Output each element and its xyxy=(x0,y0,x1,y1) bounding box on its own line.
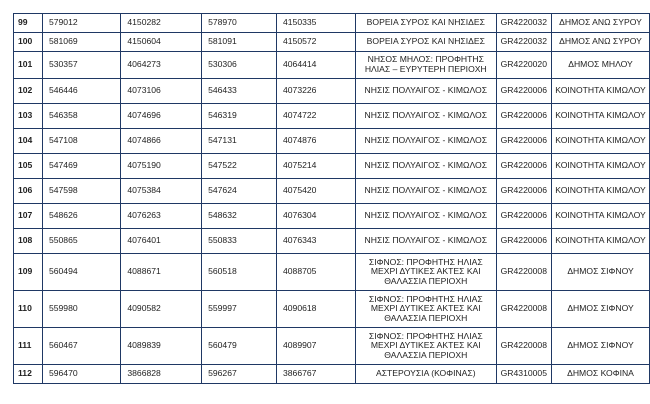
site-code: GR4310005 xyxy=(496,365,551,384)
y-coordinate-end: 4088705 xyxy=(276,254,355,291)
table-row xyxy=(14,79,650,104)
y-coordinate-end: 4150572 xyxy=(276,33,355,52)
site-code: GR4220008 xyxy=(496,328,551,365)
municipality-name: ΚΟΙΝΟΤΗΤΑ ΚΙΜΩΛΟΥ xyxy=(552,79,650,104)
site-code: GR4220008 xyxy=(496,291,551,328)
table-row xyxy=(14,328,650,365)
y-coordinate-start: 3866828 xyxy=(121,365,202,384)
row-number: 105 xyxy=(14,154,43,179)
area-name: ΝΗΣΙΣ ΠΟΛΥΑΙΓΟΣ - ΚΙΜΩΛΟΣ xyxy=(355,154,496,179)
x-coordinate-end: 581091 xyxy=(202,33,277,52)
y-coordinate-start: 4150604 xyxy=(121,33,202,52)
y-coordinate-start: 4076401 xyxy=(121,229,202,254)
y-coordinate-start: 4064273 xyxy=(121,52,202,79)
site-code: GR4220020 xyxy=(496,52,551,79)
table-row xyxy=(14,33,650,52)
y-coordinate-start: 4089839 xyxy=(121,328,202,365)
y-coordinate-start: 4075384 xyxy=(121,179,202,204)
municipality-name: ΔΗΜΟΣ ΜΗΛΟΥ xyxy=(552,52,650,79)
area-name: ΝΗΣΙΣ ΠΟΛΥΑΙΓΟΣ - ΚΙΜΩΛΟΣ xyxy=(355,229,496,254)
y-coordinate-start: 4088671 xyxy=(121,254,202,291)
x-coordinate-start: 560467 xyxy=(42,328,120,365)
municipality-name: ΚΟΙΝΟΤΗΤΑ ΚΙΜΩΛΟΥ xyxy=(552,129,650,154)
x-coordinate-end: 546319 xyxy=(202,104,277,129)
x-coordinate-end: 546433 xyxy=(202,79,277,104)
x-coordinate-end: 596267 xyxy=(202,365,277,384)
municipality-name: ΔΗΜΟΣ ΣΙΦΝΟΥ xyxy=(552,291,650,328)
row-number: 103 xyxy=(14,104,43,129)
coordinates-table xyxy=(13,13,650,384)
site-code: GR4220008 xyxy=(496,254,551,291)
table-row xyxy=(14,254,650,291)
y-coordinate-start: 4090582 xyxy=(121,291,202,328)
area-name: ΣΙΦΝΟΣ: ΠΡΟΦΗΤΗΣ ΗΛΙΑΣ ΜΕΧΡΙ ΔΥΤΙΚΕΣ ΑΚΤΕΣ ΚΑΙ ΘΑΛΑΣΣΙΑ ΠΕΡΙΟΧΗ xyxy=(355,291,496,328)
area-name: ΝΗΣΙΣ ΠΟΛΥΑΙΓΟΣ - ΚΙΜΩΛΟΣ xyxy=(355,204,496,229)
x-coordinate-end: 560518 xyxy=(202,254,277,291)
x-coordinate-end: 548632 xyxy=(202,204,277,229)
y-coordinate-end: 4073226 xyxy=(276,79,355,104)
x-coordinate-start: 548626 xyxy=(42,204,120,229)
table-row xyxy=(14,229,650,254)
municipality-name: ΔΗΜΟΣ ΣΙΦΝΟΥ xyxy=(552,254,650,291)
site-code: GR4220006 xyxy=(496,154,551,179)
table-row xyxy=(14,204,650,229)
y-coordinate-end: 4089907 xyxy=(276,328,355,365)
x-coordinate-start: 550865 xyxy=(42,229,120,254)
municipality-name: ΔΗΜΟΣ ΚΟΦΙΝΑ xyxy=(552,365,650,384)
y-coordinate-end: 4076343 xyxy=(276,229,355,254)
y-coordinate-end: 4075214 xyxy=(276,154,355,179)
x-coordinate-end: 550833 xyxy=(202,229,277,254)
y-coordinate-end: 4074722 xyxy=(276,104,355,129)
x-coordinate-end: 559997 xyxy=(202,291,277,328)
x-coordinate-start: 560494 xyxy=(42,254,120,291)
row-number: 112 xyxy=(14,365,43,384)
table-row xyxy=(14,14,650,33)
site-code: GR4220006 xyxy=(496,179,551,204)
table-row xyxy=(14,154,650,179)
table-row xyxy=(14,365,650,384)
municipality-name: ΚΟΙΝΟΤΗΤΑ ΚΙΜΩΛΟΥ xyxy=(552,154,650,179)
x-coordinate-start: 547108 xyxy=(42,129,120,154)
row-number: 109 xyxy=(14,254,43,291)
area-name: ΒΟΡΕΙΑ ΣΥΡΟΣ ΚΑΙ ΝΗΣΙΔΕΣ xyxy=(355,14,496,33)
x-coordinate-start: 530357 xyxy=(42,52,120,79)
x-coordinate-end: 530306 xyxy=(202,52,277,79)
municipality-name: ΚΟΙΝΟΤΗΤΑ ΚΙΜΩΛΟΥ xyxy=(552,179,650,204)
y-coordinate-start: 4074696 xyxy=(121,104,202,129)
row-number: 104 xyxy=(14,129,43,154)
site-code: GR4220006 xyxy=(496,79,551,104)
x-coordinate-end: 547522 xyxy=(202,154,277,179)
municipality-name: ΔΗΜΟΣ ΑΝΩ ΣΥΡΟΥ xyxy=(552,14,650,33)
x-coordinate-end: 547624 xyxy=(202,179,277,204)
area-name: ΝΗΣΟΣ ΜΗΛΟΣ: ΠΡΟΦΗΤΗΣ ΗΛΙΑΣ – ΕΥΡΥΤΕΡΗ ΠΕΡΙΟΧΗ xyxy=(355,52,496,79)
y-coordinate-end: 4076304 xyxy=(276,204,355,229)
municipality-name: ΔΗΜΟΣ ΣΙΦΝΟΥ xyxy=(552,328,650,365)
x-coordinate-start: 559980 xyxy=(42,291,120,328)
y-coordinate-start: 4076263 xyxy=(121,204,202,229)
table-row xyxy=(14,179,650,204)
area-name: ΝΗΣΙΣ ΠΟΛΥΑΙΓΟΣ - ΚΙΜΩΛΟΣ xyxy=(355,104,496,129)
y-coordinate-start: 4150282 xyxy=(121,14,202,33)
table-row xyxy=(14,104,650,129)
y-coordinate-end: 3866767 xyxy=(276,365,355,384)
row-number: 110 xyxy=(14,291,43,328)
row-number: 106 xyxy=(14,179,43,204)
row-number: 102 xyxy=(14,79,43,104)
x-coordinate-end: 560479 xyxy=(202,328,277,365)
x-coordinate-end: 578970 xyxy=(202,14,277,33)
x-coordinate-start: 581069 xyxy=(42,33,120,52)
municipality-name: ΚΟΙΝΟΤΗΤΑ ΚΙΜΩΛΟΥ xyxy=(552,204,650,229)
x-coordinate-start: 546446 xyxy=(42,79,120,104)
y-coordinate-end: 4090618 xyxy=(276,291,355,328)
row-number: 99 xyxy=(14,14,43,33)
municipality-name: ΚΟΙΝΟΤΗΤΑ ΚΙΜΩΛΟΥ xyxy=(552,229,650,254)
y-coordinate-end: 4074876 xyxy=(276,129,355,154)
table-row xyxy=(14,52,650,79)
site-code: GR4220032 xyxy=(496,33,551,52)
x-coordinate-start: 546358 xyxy=(42,104,120,129)
area-name: ΒΟΡΕΙΑ ΣΥΡΟΣ ΚΑΙ ΝΗΣΙΔΕΣ xyxy=(355,33,496,52)
municipality-name: ΔΗΜΟΣ ΑΝΩ ΣΥΡΟΥ xyxy=(552,33,650,52)
y-coordinate-end: 4075420 xyxy=(276,179,355,204)
y-coordinate-end: 4064414 xyxy=(276,52,355,79)
y-coordinate-start: 4074866 xyxy=(121,129,202,154)
area-name: ΝΗΣΙΣ ΠΟΛΥΑΙΓΟΣ - ΚΙΜΩΛΟΣ xyxy=(355,129,496,154)
area-name: ΣΙΦΝΟΣ: ΠΡΟΦΗΤΗΣ ΗΛΙΑΣ ΜΕΧΡΙ ΔΥΤΙΚΕΣ ΑΚΤΕΣ ΚΑΙ ΘΑΛΑΣΣΙΑ ΠΕΡΙΟΧΗ xyxy=(355,328,496,365)
y-coordinate-start: 4075190 xyxy=(121,154,202,179)
area-name: ΝΗΣΙΣ ΠΟΛΥΑΙΓΟΣ - ΚΙΜΩΛΟΣ xyxy=(355,79,496,104)
row-number: 101 xyxy=(14,52,43,79)
area-name: ΑΣΤΕΡΟΥΣΙΑ (ΚΟΦΙΝΑΣ) xyxy=(355,365,496,384)
site-code: GR4220006 xyxy=(496,204,551,229)
x-coordinate-end: 547131 xyxy=(202,129,277,154)
site-code: GR4220006 xyxy=(496,129,551,154)
x-coordinate-start: 547469 xyxy=(42,154,120,179)
row-number: 100 xyxy=(14,33,43,52)
site-code: GR4220032 xyxy=(496,14,551,33)
site-code: GR4220006 xyxy=(496,104,551,129)
row-number: 111 xyxy=(14,328,43,365)
table-row xyxy=(14,129,650,154)
y-coordinate-end: 4150335 xyxy=(276,14,355,33)
x-coordinate-start: 579012 xyxy=(42,14,120,33)
site-code: GR4220006 xyxy=(496,229,551,254)
area-name: ΣΙΦΝΟΣ: ΠΡΟΦΗΤΗΣ ΗΛΙΑΣ ΜΕΧΡΙ ΔΥΤΙΚΕΣ ΑΚΤΕΣ ΚΑΙ ΘΑΛΑΣΣΙΑ ΠΕΡΙΟΧΗ xyxy=(355,254,496,291)
x-coordinate-start: 547598 xyxy=(42,179,120,204)
x-coordinate-start: 596470 xyxy=(42,365,120,384)
area-name: ΝΗΣΙΣ ΠΟΛΥΑΙΓΟΣ - ΚΙΜΩΛΟΣ xyxy=(355,179,496,204)
row-number: 108 xyxy=(14,229,43,254)
row-number: 107 xyxy=(14,204,43,229)
y-coordinate-start: 4073106 xyxy=(121,79,202,104)
table-row xyxy=(14,291,650,328)
table-body xyxy=(14,14,650,384)
municipality-name: ΚΟΙΝΟΤΗΤΑ ΚΙΜΩΛΟΥ xyxy=(552,104,650,129)
